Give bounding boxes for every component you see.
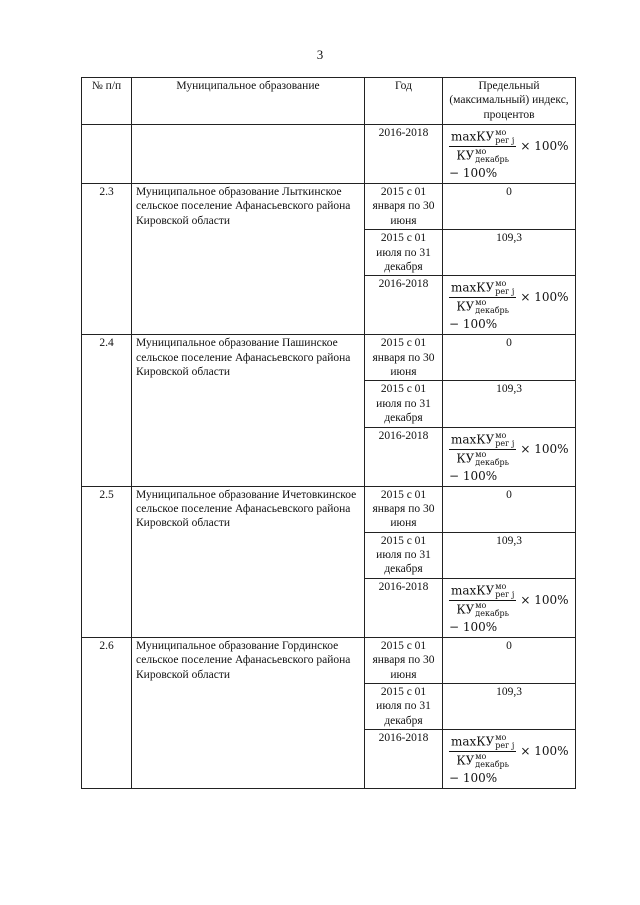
index-formula: maxКУ мо рег j КУ мо декабрь × 100% − 100% [449, 430, 569, 483]
continuation-row [82, 125, 576, 184]
cell-year: 2015 с 01 июля по 31 декабря [365, 532, 443, 578]
cell-num: 2.5 [82, 486, 132, 637]
cell-year: 2015 с 01 июля по 31 декабря [365, 381, 443, 427]
cell-year: 2015 с 01 января по 30 июня [365, 637, 443, 683]
cell-index-value: 109,3 [443, 230, 576, 276]
cell-index-value: 0 [443, 486, 576, 532]
table-header-row [82, 78, 576, 125]
table-row [82, 486, 576, 532]
cell-index-formula [443, 276, 576, 335]
cell-municipality-empty [132, 125, 365, 184]
index-formula: maxКУ мо рег j КУ мо декабрь × 100% − 100% [449, 733, 569, 785]
index-formula: maxКУ мо рег j КУ мо декабрь × 100% − 100% [449, 279, 569, 332]
table-row [82, 637, 576, 683]
cell-num: 2.6 [82, 637, 132, 788]
cell-year: 2015 с 01 января по 30 июня [365, 335, 443, 381]
cell-year: 2015 с 01 января по 30 июня [365, 184, 443, 230]
cell-municipality: Муниципальное образование Лыткинское сельское поселение Афанасьевского района Кировской области [132, 184, 365, 335]
cell-municipality: Муниципальное образование Гординское сельское поселение Афанасьевского района Кировской области [132, 637, 365, 788]
header-index: Предельный (максимальный) индекс, процентов [443, 78, 576, 125]
cell-index-value: 109,3 [443, 381, 576, 427]
cell-index-value: 0 [443, 637, 576, 683]
cell-year: 2015 с 01 июля по 31 декабря [365, 683, 443, 729]
cell-year: 2016-2018 [365, 276, 443, 335]
cell-index-formula [443, 578, 576, 637]
cell-index-formula [443, 427, 576, 486]
cell-year: 2015 с 01 января по 30 июня [365, 486, 443, 532]
index-formula: maxКУ мо рег j КУ мо декабрь × 100% − 100% [449, 581, 569, 634]
table-body [82, 125, 576, 789]
cell-index-value: 0 [443, 184, 576, 230]
index-formula: maxКУ мо рег j КУ мо декабрь × 100% − 100% [449, 128, 569, 180]
header-municipality: Муниципальное образование [132, 78, 365, 125]
cell-year: 2016-2018 [365, 730, 443, 789]
table-row [82, 184, 576, 230]
cell-year: 2016-2018 [365, 125, 443, 184]
page-number: 3 [316, 47, 324, 62]
cell-num: 2.3 [82, 184, 132, 335]
cell-index-formula [443, 125, 576, 184]
tariff-index-table [81, 77, 576, 789]
cell-index-value: 109,3 [443, 532, 576, 578]
cell-year: 2015 с 01 июля по 31 декабря [365, 230, 443, 276]
header-num: № п/п [82, 78, 132, 125]
cell-municipality: Муниципальное образование Ичетовкинское сельское поселение Афанасьевского района Кировской области [132, 486, 365, 637]
cell-year: 2016-2018 [365, 578, 443, 637]
cell-num-empty [82, 125, 132, 184]
cell-num: 2.4 [82, 335, 132, 486]
cell-year: 2016-2018 [365, 427, 443, 486]
cell-municipality: Муниципальное образование Пашинское сельское поселение Афанасьевского района Кировской области [132, 335, 365, 486]
header-year: Год [365, 78, 443, 125]
cell-index-value: 109,3 [443, 683, 576, 729]
cell-index-value: 0 [443, 335, 576, 381]
cell-index-formula [443, 730, 576, 789]
table-row [82, 335, 576, 381]
